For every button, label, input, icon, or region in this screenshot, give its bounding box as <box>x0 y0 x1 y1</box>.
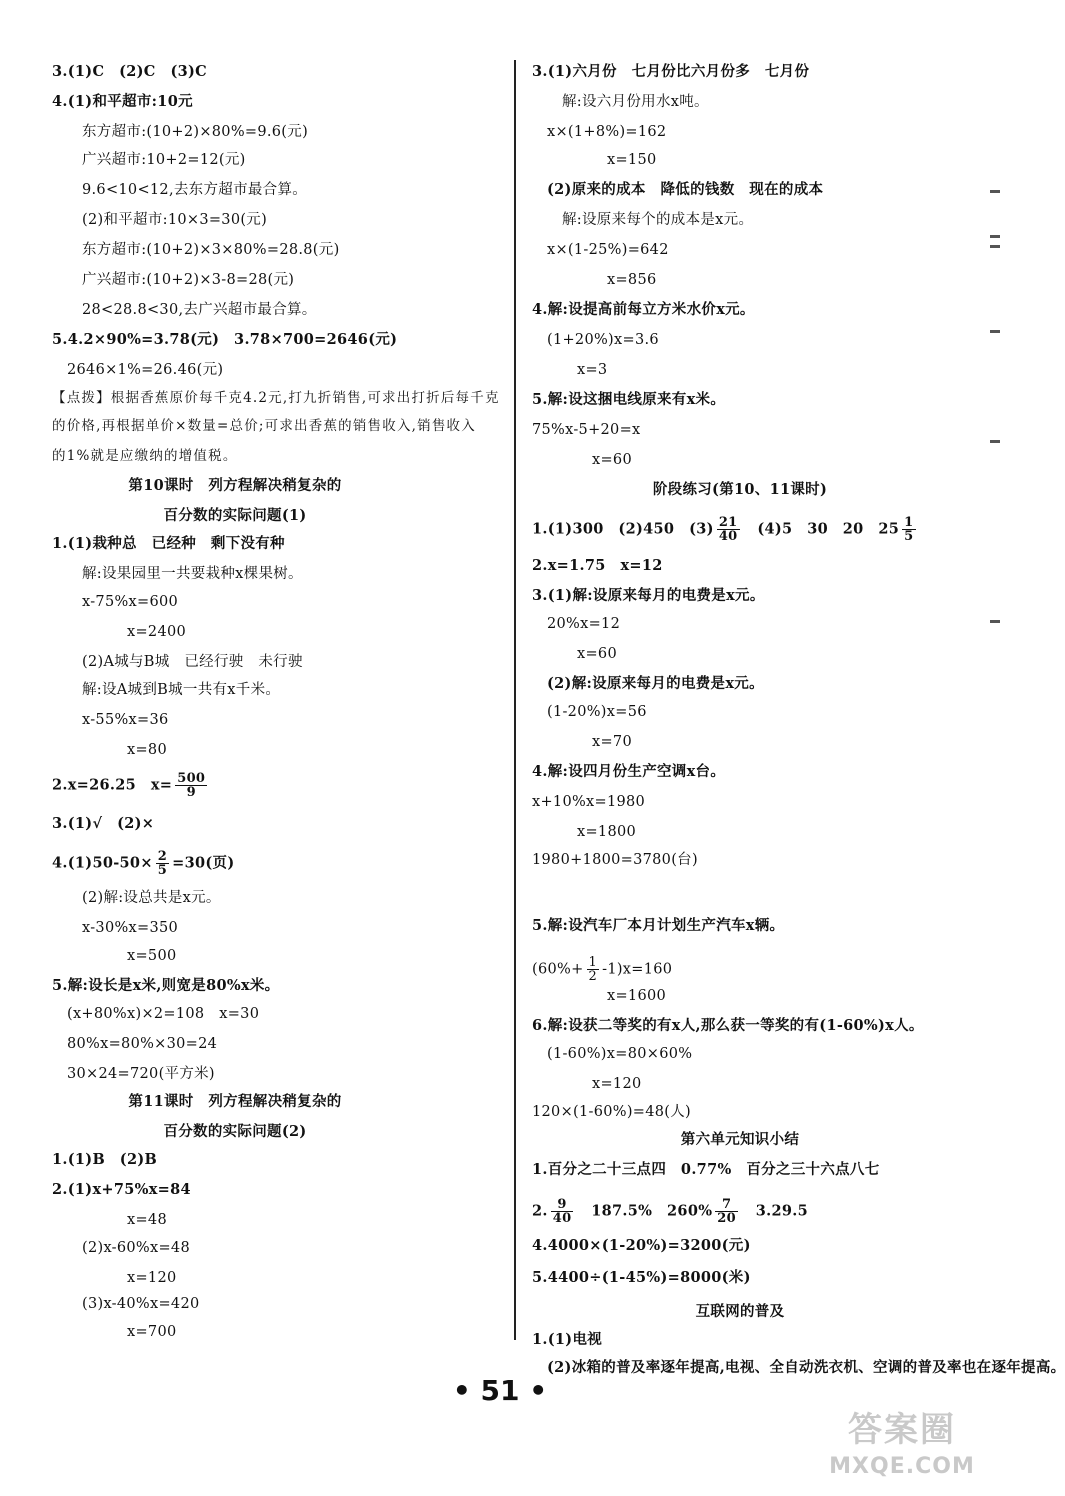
line-text: 5.解:设汽车厂本月计划生产汽车x辆。 <box>532 917 785 934</box>
line-text: x=856 <box>607 272 657 288</box>
answer-line <box>547 330 659 350</box>
answer-line <box>127 946 177 966</box>
answer-line <box>82 710 169 730</box>
answer-line <box>82 180 307 200</box>
line-text: 2646×1%=26.46(元) <box>67 362 224 378</box>
answer-line <box>82 652 303 672</box>
answer-line <box>52 534 285 554</box>
answer-line <box>592 1074 642 1094</box>
section-heading <box>0 1092 470 1112</box>
answer-line <box>532 956 672 983</box>
answer-line <box>127 1210 167 1230</box>
fraction-denominator: 2 <box>588 969 598 984</box>
fraction-numerator: 2 <box>157 849 168 864</box>
line-text: (3)x-40%x=420 <box>82 1296 200 1312</box>
answer-line <box>532 1160 880 1180</box>
line-text: 4.解:设四月份生产空调x台。 <box>532 763 726 780</box>
line-text: x=80 <box>127 742 167 758</box>
line-text-after: 3.29.5 <box>740 1202 809 1220</box>
line-text: x=120 <box>592 1076 642 1092</box>
answer-line <box>82 1238 190 1258</box>
answer-line <box>82 888 221 908</box>
page-edge-marks <box>990 180 1000 680</box>
line-text: 20%x=12 <box>547 616 621 632</box>
line-text: 的1%就是应缴纳的增值税。 <box>52 448 238 464</box>
line-text: 阶段练习(第10、11课时) <box>652 481 828 498</box>
fraction-numerator: 1 <box>904 515 914 530</box>
answer-line <box>592 450 632 470</box>
answer-line <box>532 420 641 440</box>
answer-line <box>52 814 154 834</box>
answer-line <box>547 702 647 722</box>
line-text: (2)和平超市:10×3=30(元) <box>82 212 268 228</box>
line-text: 的价格,再根据单价×数量=总价;可求出香蕉的销售收入,销售收入 <box>52 418 476 434</box>
answer-line <box>127 1268 177 1288</box>
answer-line <box>82 1294 200 1314</box>
answer-line <box>577 360 607 380</box>
answer-line <box>607 986 666 1006</box>
line-text: 东方超市:(10+2)×3×80%=28.8(元) <box>82 242 340 258</box>
line-text: x=500 <box>127 948 177 964</box>
line-text-after: =30(页) <box>172 854 235 872</box>
answer-line <box>532 762 725 782</box>
line-text: 6.解:设获二等奖的有x人,那么获一等奖的有(1-60%)x人。 <box>532 1017 924 1034</box>
fraction-numerator: 7 <box>715 1198 738 1212</box>
line-text: x=2400 <box>127 624 187 640</box>
answer-line <box>562 92 709 112</box>
answer-line <box>547 674 764 694</box>
line-text-after: (4)5 30 20 25 <box>742 520 900 538</box>
answer-line <box>577 644 617 664</box>
answer-line <box>547 240 669 260</box>
line-text: 百分数的实际问题(1) <box>163 507 307 524</box>
answer-line <box>82 300 317 320</box>
line-text: (2)原来的成本 降低的钱数 现在的成本 <box>547 181 824 198</box>
answer-line <box>52 772 210 799</box>
right-column <box>505 0 1065 1376</box>
line-text: 3.(1)六月份 七月份比六月份多 七月份 <box>532 63 810 80</box>
line-text: x+10%x=1980 <box>532 794 646 810</box>
answer-line <box>532 390 725 410</box>
line-text: 5.4.2×90%=3.78(元) 3.78×700=2646(元) <box>52 331 398 348</box>
line-text: (1-60%)x=80×60% <box>547 1046 693 1062</box>
answer-line <box>82 210 267 230</box>
line-text: x=150 <box>607 152 657 168</box>
answer-line <box>52 1150 157 1170</box>
line-text: 2.(1)x+75%x=84 <box>52 1181 191 1198</box>
watermark-logo <box>812 1408 992 1490</box>
line-text: (1+20%)x=3.6 <box>547 332 659 348</box>
answer-line <box>52 330 397 350</box>
line-text: 东方超市:(10+2)×80%=9.6(元) <box>82 124 309 140</box>
line-text: 80%x=80%×30=24 <box>67 1036 218 1052</box>
line-text: 1.(1)电视 <box>532 1331 603 1348</box>
line-text: x=1600 <box>607 988 667 1004</box>
answer-line <box>577 822 636 842</box>
line-text-after: 187.5% 260% <box>576 1202 713 1220</box>
line-text: 3.(1)√ (2)× <box>52 815 155 832</box>
fraction-denominator: 40 <box>552 1211 572 1226</box>
line-text: 2. <box>532 1202 548 1220</box>
line-text: x×(1+8%)=162 <box>547 124 667 140</box>
fraction <box>902 516 915 543</box>
line-text: 第11课时 列方程解决稍复杂的 <box>128 1093 342 1110</box>
answer-line <box>82 564 303 584</box>
section-heading <box>0 1122 470 1142</box>
fraction-denominator: 9 <box>186 785 196 800</box>
line-text: 广兴超市:(10+2)×3-8=28(元) <box>82 272 295 288</box>
line-text: 5.4400÷(1-45%)=8000(米) <box>532 1269 751 1286</box>
line-text: 3.(1)解:设原来每月的电费是x元。 <box>532 587 765 604</box>
answer-line <box>82 150 246 170</box>
line-text: x=3 <box>577 362 608 378</box>
hint-note-line <box>52 388 500 408</box>
section-heading <box>505 1302 975 1322</box>
answer-line <box>82 122 308 142</box>
line-text: x=60 <box>592 452 632 468</box>
line-text: 28<28.8<30,去广兴超市最合算。 <box>82 302 317 318</box>
answer-line <box>607 270 657 290</box>
line-text: 1.(1)300 (2)450 (3) <box>532 520 714 538</box>
answer-line <box>67 1064 215 1084</box>
fraction <box>715 1198 738 1225</box>
answer-line <box>532 1016 924 1036</box>
watermark-text: 答案圈 <box>848 1410 956 1450</box>
line-text: 30×24=720(平方米) <box>67 1066 215 1082</box>
answer-line <box>82 240 340 260</box>
answer-line <box>67 360 223 380</box>
answer-line <box>67 1004 259 1024</box>
line-text: 75%x-5+20=x <box>532 422 641 438</box>
line-text: x=120 <box>127 1270 177 1286</box>
page-number: • 51 • <box>452 1374 548 1407</box>
answer-line <box>127 622 186 642</box>
fraction-denominator: 40 <box>718 529 738 544</box>
answer-line <box>127 740 167 760</box>
answer-line <box>127 1322 177 1342</box>
answer-line <box>547 1044 692 1064</box>
answer-line <box>82 270 294 290</box>
fraction-numerator: 500 <box>177 771 206 786</box>
hint-note-line <box>52 416 476 436</box>
answer-line <box>547 614 620 634</box>
line-text: (60%+ <box>532 961 584 978</box>
left-column <box>0 0 500 1370</box>
answer-line <box>52 850 235 877</box>
answer-line <box>82 918 178 938</box>
hint-note-line <box>52 446 238 466</box>
section-heading <box>505 480 975 500</box>
section-heading <box>0 476 470 496</box>
line-text: 1.百分之二十三点四 0.77% 百分之三十六点八七 <box>532 1161 880 1178</box>
line-text: 解:设果园里一共要栽种x棵果树。 <box>82 566 303 582</box>
answer-line <box>532 556 663 576</box>
answer-line <box>532 300 755 320</box>
answer-line <box>52 1180 191 1200</box>
line-text: (2)解:设原来每月的电费是x元。 <box>547 675 764 692</box>
section-heading <box>0 506 470 526</box>
answer-line <box>532 586 765 606</box>
answer-line <box>607 150 657 170</box>
answer-line <box>532 62 809 82</box>
answer-line <box>52 62 207 82</box>
answer-line <box>67 1034 217 1054</box>
answer-line <box>547 180 823 200</box>
line-text: 4.4000×(1-20%)=3200(元) <box>532 1237 751 1254</box>
line-text: (1-20%)x=56 <box>547 704 647 720</box>
answer-line <box>592 732 632 752</box>
line-text: 2.x=1.75 x=12 <box>532 557 663 574</box>
line-text: 广兴超市:10+2=12(元) <box>82 152 246 168</box>
fraction <box>551 1198 574 1225</box>
line-text-after: -1)x=160 <box>602 961 673 978</box>
line-text: x×(1-25%)=642 <box>547 242 669 258</box>
answer-line <box>532 1236 751 1256</box>
line-text: x-55%x=36 <box>82 712 169 728</box>
line-text: 1980+1800=3780(台) <box>532 852 698 868</box>
line-text: 2.x=26.25 x= <box>52 776 173 794</box>
answer-line <box>532 792 645 812</box>
answer-line <box>532 916 784 936</box>
line-text: x=48 <box>127 1212 167 1228</box>
fraction-numerator: 1 <box>588 955 598 970</box>
fraction <box>587 956 600 983</box>
line-text: 第六单元知识小结 <box>680 1131 800 1148</box>
fraction-denominator: 5 <box>157 863 168 878</box>
line-text: 解:设六月份用水x吨。 <box>562 94 709 110</box>
line-text: (2)A城与B城 已经行驶 未行驶 <box>82 654 303 670</box>
line-text: 4.(1)和平超市:10元 <box>52 93 193 110</box>
line-text: (2)解:设总共是x元。 <box>82 890 221 906</box>
line-text: x=60 <box>577 646 617 662</box>
answer-line <box>82 592 178 612</box>
fraction-denominator: 5 <box>904 529 914 544</box>
line-text: x=1800 <box>577 824 637 840</box>
line-text: 4.解:设提高前每立方米水价x元。 <box>532 301 755 318</box>
answer-line <box>562 210 753 230</box>
line-text: 【点拨】根据香蕉原价每千克4.2元,打九折销售,可求出打折后每千克 <box>52 390 500 406</box>
line-text: (2)冰箱的普及率逐年提高,电视、全自动洗衣机、空调的普及率也在逐年提高。 <box>547 1359 1065 1376</box>
answer-line <box>532 1198 808 1225</box>
line-text: 4.(1)50-50× <box>52 854 153 872</box>
fraction <box>717 516 740 543</box>
fraction-denominator: 20 <box>717 1211 736 1226</box>
line-text: 9.6<10<12,去东方超市最合算。 <box>82 182 308 198</box>
line-text: x-30%x=350 <box>82 920 179 936</box>
line-text: 第10课时 列方程解决稍复杂的 <box>128 477 342 494</box>
answer-line <box>82 680 280 700</box>
line-text: 互联网的普及 <box>695 1303 785 1320</box>
answer-line <box>52 976 279 996</box>
line-text: x=700 <box>127 1324 177 1340</box>
answer-line <box>532 850 698 870</box>
fraction-numerator: 9 <box>551 1198 574 1212</box>
answer-line <box>532 1330 602 1350</box>
line-text: 3.(1)C (2)C (3)C <box>52 63 207 80</box>
watermark-url: MXQE.COM <box>829 1454 975 1479</box>
answer-line <box>547 122 666 142</box>
line-text: 解:设A城到B城一共有x千米。 <box>82 682 281 698</box>
line-text: x-75%x=600 <box>82 594 179 610</box>
fraction <box>175 772 207 799</box>
line-text: 解:设原来每个的成本是x元。 <box>562 212 754 228</box>
line-text: 1.(1)栽种总 已经种 剩下没有种 <box>52 535 285 552</box>
line-text: (x+80%x)×2=108 x=30 <box>67 1006 260 1022</box>
line-text: 1.(1)B (2)B <box>52 1151 158 1168</box>
fraction-numerator: 21 <box>718 515 738 530</box>
line-text: x=70 <box>592 734 632 750</box>
section-heading <box>505 1130 975 1150</box>
line-text: 120×(1-60%)=48(人) <box>532 1104 692 1120</box>
answer-line <box>532 1102 691 1122</box>
answer-line <box>532 1268 751 1288</box>
line-text: 5.解:设长是x米,则宽是80%x米。 <box>52 977 280 994</box>
line-text: 百分数的实际问题(2) <box>163 1123 307 1140</box>
line-text: (2)x-60%x=48 <box>82 1240 190 1256</box>
line-text: 5.解:设这捆电线原来有x米。 <box>532 391 726 408</box>
fraction <box>156 850 169 877</box>
answer-line <box>532 516 919 543</box>
answer-line <box>52 92 193 112</box>
